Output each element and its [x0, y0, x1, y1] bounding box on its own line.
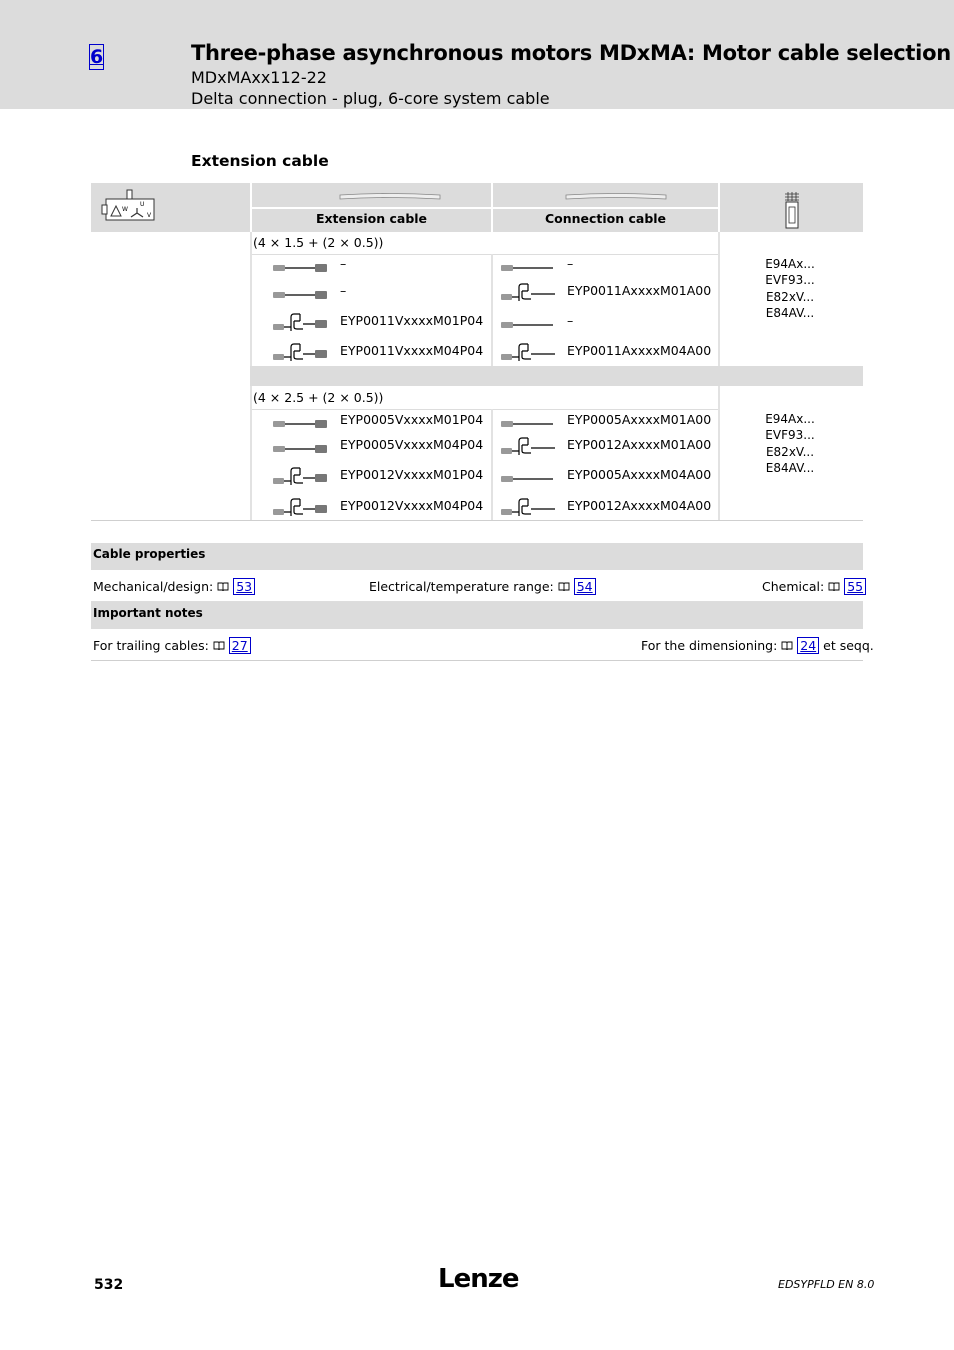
connection-cable-code: –	[567, 313, 574, 328]
controller-series: EVF93...	[765, 273, 815, 288]
dimensioning-suffix: et seqq.	[823, 638, 874, 653]
connection-cable-code: EYP0012AxxxxM01A00	[567, 437, 712, 452]
compatible-controllers	[755, 256, 825, 321]
cable-angled-icon	[501, 496, 557, 524]
electrical-temperature-ref	[369, 579, 596, 594]
cable-properties-heading: Cable properties	[93, 547, 206, 561]
cable-straight-icon	[501, 316, 557, 335]
compatible-controllers	[755, 411, 825, 476]
cable-angled-icon	[501, 341, 557, 369]
book-icon	[217, 582, 229, 592]
controller-series: E82xV...	[765, 444, 815, 459]
book-icon	[558, 582, 570, 592]
extension-cable-code: EYP0005VxxxxM04P04	[340, 437, 484, 452]
extension-cable-code: –	[340, 283, 347, 298]
page-title: Three-phase asynchronous motors MDxMA: Motor cable selection	[191, 41, 951, 65]
cable-properties-header	[91, 543, 863, 570]
spec-divider	[252, 409, 718, 410]
important-notes-header	[91, 602, 863, 629]
header-divider	[252, 207, 718, 209]
controller-series: E84AV...	[765, 460, 815, 475]
section-title: Extension cable	[191, 152, 329, 170]
mechanical-label: Mechanical/design:	[93, 579, 214, 594]
col-header-connection: Connection cable	[544, 211, 667, 226]
important-notes-heading: Important notes	[93, 606, 203, 620]
cable-angled-icon	[273, 341, 329, 369]
rule	[91, 660, 863, 661]
motor-label-u: U	[140, 201, 145, 208]
book-icon	[213, 641, 225, 651]
extension-cable-icon	[339, 192, 441, 201]
dimensioning-label: For the dimensioning:	[641, 638, 778, 653]
group-separator-band	[250, 366, 863, 386]
page-link-53[interactable]: 53	[233, 578, 255, 595]
controller-series: EVF93...	[765, 428, 815, 443]
cable-angled-icon	[273, 465, 329, 493]
cable-spec-2: (4 × 2.5 + (2 × 0.5))	[253, 390, 384, 405]
motor-icon	[100, 189, 156, 223]
col-sep	[491, 254, 493, 366]
lenze-logo: Lenze	[438, 1264, 519, 1294]
col-sep	[718, 386, 720, 520]
controller-series: E82xV...	[765, 289, 815, 304]
connection-cable-code: EYP0005AxxxxM01A00	[567, 412, 712, 427]
page-link-24[interactable]: 24	[797, 637, 819, 654]
col-sep	[250, 232, 252, 366]
cable-straight-icon	[273, 259, 329, 278]
connection-cable-code: EYP0011AxxxxM01A00	[567, 283, 712, 298]
controller-series: E84AV...	[765, 305, 815, 320]
cable-straight-icon	[501, 259, 557, 278]
controller-icon	[782, 190, 802, 230]
page-number: 532	[94, 1277, 124, 1293]
trailing-label: For trailing cables:	[93, 638, 209, 653]
electrical-label: Electrical/temperature range:	[369, 579, 554, 594]
motor-label-w: W	[122, 206, 128, 213]
extension-cable-code: EYP0011VxxxxM01P04	[340, 313, 484, 328]
cable-straight-icon	[273, 415, 329, 434]
dimensioning-ref	[641, 638, 874, 653]
extension-cable-code: –	[340, 256, 347, 271]
chemical-ref	[762, 579, 866, 594]
page-subtitle-model: MDxMAxx112-22	[191, 68, 327, 87]
cable-angled-icon	[273, 496, 329, 524]
col-sep	[718, 183, 720, 232]
spec-divider	[252, 254, 718, 255]
col-sep	[491, 409, 493, 520]
trailing-cables-ref	[93, 638, 251, 653]
document-id: EDSYPFLD EN 8.0	[778, 1278, 875, 1291]
extension-cable-code: EYP0012VxxxxM04P04	[340, 498, 484, 513]
page-link-55[interactable]: 55	[844, 578, 866, 595]
book-icon	[828, 582, 840, 592]
mechanical-design-ref	[93, 579, 255, 594]
controller-series: E94Ax...	[765, 412, 815, 426]
extension-cable-code: EYP0011VxxxxM04P04	[340, 343, 484, 358]
book-icon	[781, 641, 793, 651]
cable-straight-icon	[273, 286, 329, 305]
extension-cable-code: EYP0005VxxxxM01P04	[340, 412, 484, 427]
col-sep	[250, 386, 252, 520]
table-bottom-rule	[91, 520, 863, 521]
cable-angled-icon	[501, 281, 557, 309]
chemical-label: Chemical:	[762, 579, 825, 594]
connection-cable-code: EYP0005AxxxxM04A00	[567, 467, 712, 482]
motor-label-v: V	[147, 212, 152, 219]
cable-angled-icon	[273, 311, 329, 339]
chapter-link[interactable]: 6	[90, 46, 104, 68]
connection-cable-code: EYP0012AxxxxM04A00	[567, 498, 712, 513]
cable-angled-icon	[501, 435, 557, 463]
col-sep	[718, 232, 720, 366]
connection-cable-code: EYP0011AxxxxM04A00	[567, 343, 712, 358]
page-link-54[interactable]: 54	[574, 578, 596, 595]
connection-cable-icon	[565, 192, 667, 201]
page-subtitle-connection: Delta connection - plug, 6-core system cable	[191, 89, 550, 108]
cable-spec-1: (4 × 1.5 + (2 × 0.5))	[253, 235, 384, 250]
extension-cable-code: EYP0012VxxxxM01P04	[340, 467, 484, 482]
col-header-extension: Extension cable	[315, 211, 428, 226]
cable-straight-icon	[273, 440, 329, 459]
page-link-27[interactable]: 27	[229, 637, 251, 654]
cable-straight-icon	[501, 415, 557, 434]
connection-cable-code: –	[567, 256, 574, 271]
cable-straight-icon	[501, 470, 557, 489]
controller-series: E94Ax...	[765, 257, 815, 271]
